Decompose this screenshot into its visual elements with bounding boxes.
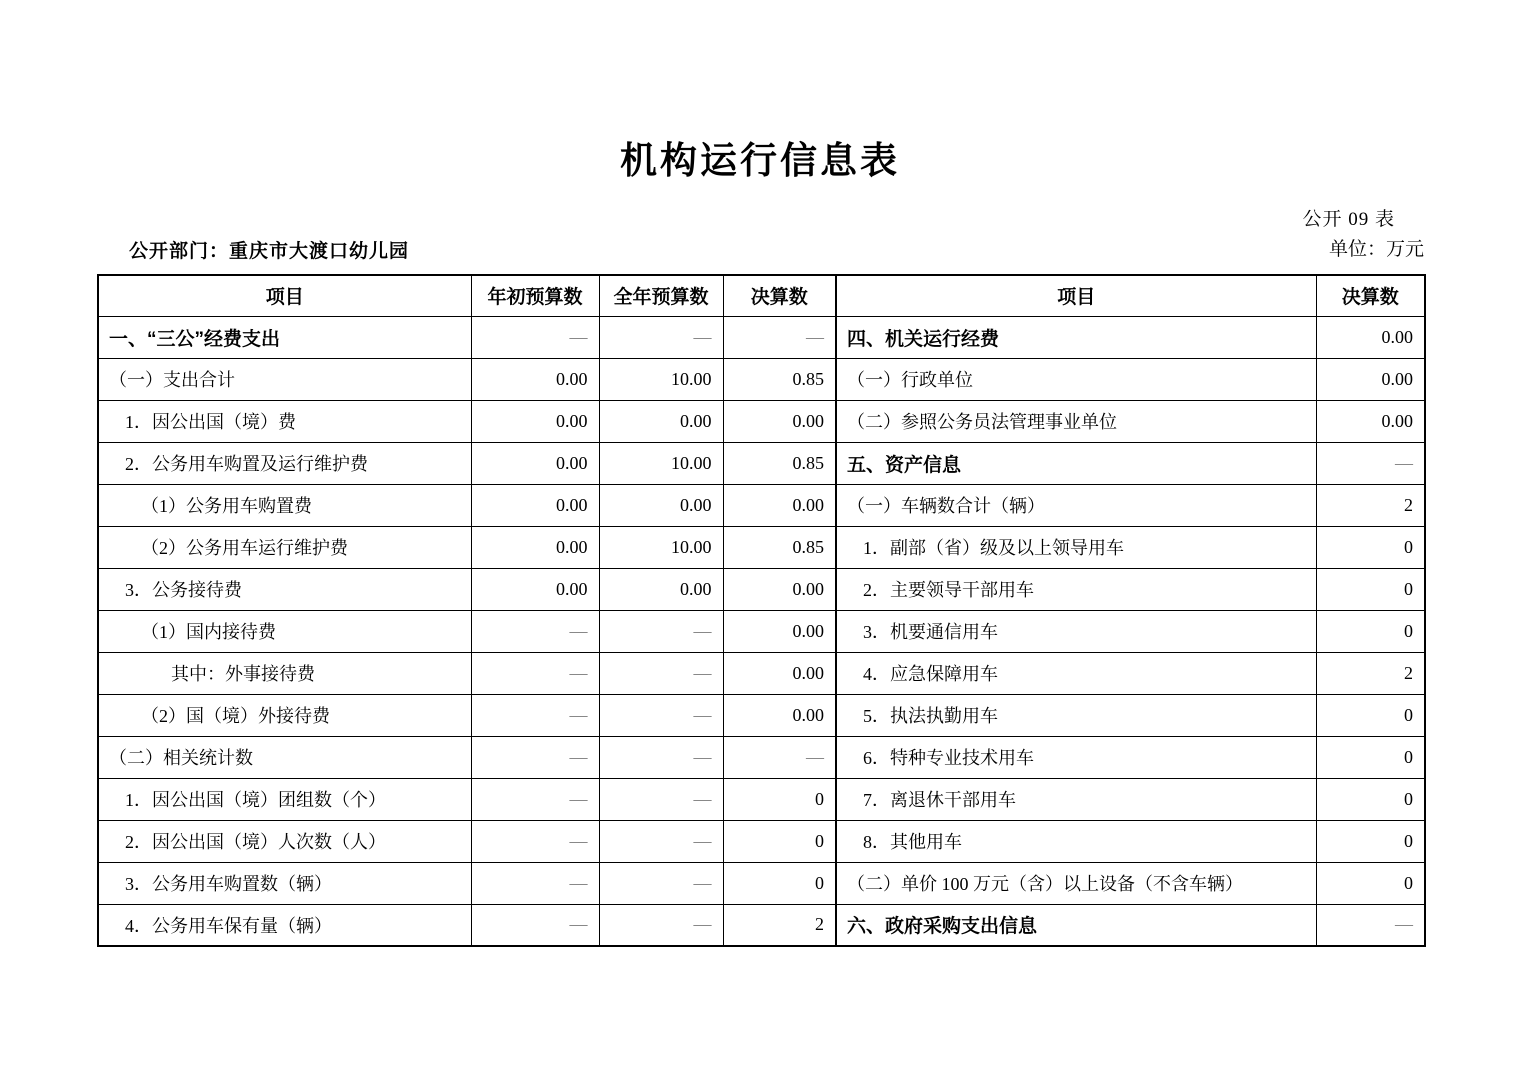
row-label-right: 四、机关运行经费 [836,316,1316,358]
row-value-left: — [723,736,836,778]
row-value-right: 0 [1316,694,1425,736]
row-value-left: — [599,610,723,652]
row-value-right: 0 [1316,526,1425,568]
column-header-annual-budget: 全年预算数 [599,275,723,316]
row-value-left: 0.85 [723,358,836,400]
row-value-left: 0 [723,778,836,820]
row-label-left: 1．因公出国（境）费 [98,400,471,442]
row-value-right: — [1316,904,1425,946]
row-value-right: 0 [1316,610,1425,652]
row-value-left: — [723,316,836,358]
row-label-right: （二）参照公务员法管理事业单位 [836,400,1316,442]
row-value-left: 0.00 [723,400,836,442]
form-code-label: 公开 09 表 [1302,209,1395,230]
row-value-right: 0 [1316,820,1425,862]
table-row [98,904,1425,946]
row-value-right: 0.00 [1316,316,1425,358]
operation-info-table [97,274,1426,947]
row-value-left: 0.00 [471,484,599,526]
row-label-left: 3．公务用车购置数（辆） [98,862,471,904]
table-header-row [98,275,1425,316]
row-value-left: — [599,820,723,862]
row-label-right: 3．机要通信用车 [836,610,1316,652]
row-value-right: — [1316,442,1425,484]
row-value-left: 0 [723,862,836,904]
row-label-right: 2．主要领导干部用车 [836,568,1316,610]
row-value-right: 0 [1316,862,1425,904]
row-value-left: — [471,610,599,652]
row-value-left: 0.00 [723,484,836,526]
column-header-final-left: 决算数 [723,275,836,316]
row-value-right: 0 [1316,736,1425,778]
row-label-left: 3．公务接待费 [98,568,471,610]
row-value-left: 10.00 [599,358,723,400]
row-value-left: — [471,652,599,694]
row-label-left: 1．因公出国（境）团组数（个） [98,778,471,820]
table-row [98,316,1425,358]
row-label-right: 六、政府采购支出信息 [836,904,1316,946]
table-row [98,400,1425,442]
row-value-right: 0 [1316,568,1425,610]
table-row [98,778,1425,820]
row-label-right: 五、资产信息 [836,442,1316,484]
table-row [98,694,1425,736]
row-value-left: — [599,694,723,736]
column-header-final-right: 决算数 [1316,275,1425,316]
row-value-left: 0.00 [471,526,599,568]
row-value-right: 0 [1316,778,1425,820]
row-value-right: 2 [1316,484,1425,526]
row-value-left: — [599,652,723,694]
row-value-left: 0.00 [471,442,599,484]
row-label-right: 5．执法执勤用车 [836,694,1316,736]
row-label-left: （1）公务用车购置费 [98,484,471,526]
row-value-left: — [599,862,723,904]
table-row [98,610,1425,652]
row-value-left: 0.00 [471,358,599,400]
row-label-left: 2．因公出国（境）人次数（人） [98,820,471,862]
row-value-left: 0.00 [471,400,599,442]
row-label-left: （一）支出合计 [98,358,471,400]
row-value-left: 10.00 [599,526,723,568]
row-value-right: 2 [1316,652,1425,694]
row-value-left: — [599,904,723,946]
row-value-left: 2 [723,904,836,946]
row-value-left: 0.85 [723,442,836,484]
row-label-left: （二）相关统计数 [98,736,471,778]
row-value-left: — [471,820,599,862]
table-row [98,358,1425,400]
row-value-left: 0.00 [599,484,723,526]
row-label-left: （2）国（境）外接待费 [98,694,471,736]
row-label-left: 2．公务用车购置及运行维护费 [98,442,471,484]
row-label-left: 4．公务用车保有量（辆） [98,904,471,946]
row-value-left: — [471,736,599,778]
row-value-left: — [471,694,599,736]
row-value-left: 0.00 [599,568,723,610]
row-label-right: 6．特种专业技术用车 [836,736,1316,778]
department-label: 公开部门：重庆市大渡口幼儿园 [129,241,410,262]
row-label-left: （1）国内接待费 [98,610,471,652]
row-value-left: — [599,736,723,778]
table-row [98,652,1425,694]
row-label-right: 8．其他用车 [836,820,1316,862]
row-value-left: — [599,316,723,358]
row-label-left: 一、“三公”经费支出 [98,316,471,358]
table-row [98,442,1425,484]
row-value-left: 0.00 [723,652,836,694]
column-header-item-right: 项目 [836,275,1316,316]
row-value-left: — [471,904,599,946]
column-header-initial-budget: 年初预算数 [471,275,599,316]
row-label-left: （2）公务用车运行维护费 [98,526,471,568]
unit-label: 单位：万元 [1328,239,1424,260]
table-row [98,862,1425,904]
row-value-left: 0.85 [723,526,836,568]
row-label-right: （二）单价 100 万元（含）以上设备（不含车辆） [836,862,1316,904]
column-header-item-left: 项目 [98,275,471,316]
row-value-left: 0.00 [723,568,836,610]
row-label-right: 7．离退休干部用车 [836,778,1316,820]
row-value-left: 0.00 [599,400,723,442]
row-value-right: 0.00 [1316,400,1425,442]
row-label-right: 1．副部（省）级及以上领导用车 [836,526,1316,568]
table-row [98,526,1425,568]
row-value-left: 0.00 [723,610,836,652]
table-row [98,484,1425,526]
page-title: 机构运行信息表 [620,140,900,181]
table-row [98,736,1425,778]
row-value-left: — [471,316,599,358]
table-row [98,568,1425,610]
row-value-left: — [471,862,599,904]
row-label-right: （一）行政单位 [836,358,1316,400]
row-label-right: （一）车辆数合计（辆） [836,484,1316,526]
row-value-right: 0.00 [1316,358,1425,400]
row-label-right: 4．应急保障用车 [836,652,1316,694]
row-value-left: 0 [723,820,836,862]
row-value-left: 0.00 [723,694,836,736]
row-label-left: 其中：外事接待费 [98,652,471,694]
table-row [98,820,1425,862]
row-value-left: — [471,778,599,820]
row-value-left: 0.00 [471,568,599,610]
row-value-left: 10.00 [599,442,723,484]
row-value-left: — [599,778,723,820]
